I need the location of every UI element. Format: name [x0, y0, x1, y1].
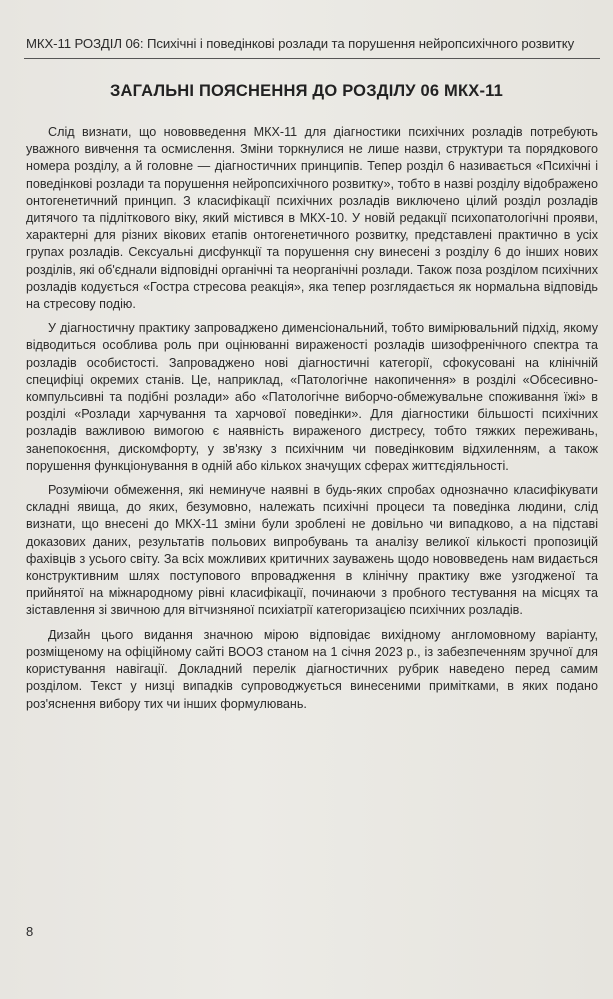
- section-title: ЗАГАЛЬНІ ПОЯСНЕННЯ ДО РОЗДІЛУ 06 МКХ-11: [109, 82, 504, 100]
- paragraph: Дизайн цього видання значною мірою відповідає вихідному англомовному варіанту, розміщеному на офіційному сайті ВООЗ станом на 1 січня 2023 р., із забезпеченням зручної для користування навігації. Докладний перелік діагностичних рубрик наведено перед самим розділом. Текст у низці випадків супроводжується винесеними примітками, в яких подано роз'яснення вибору тих чи інших формулювань.: [26, 627, 598, 711]
- body-text: [26, 124, 598, 720]
- running-head: МКХ-11 РОЗДІЛ 06: Психічні і поведінкові розлади та порушення нейропсихічного розвитку: [26, 36, 575, 51]
- header-rule: [24, 58, 600, 59]
- page-number: 8: [26, 924, 34, 939]
- paragraph: Слід визнати, що нововведення МКХ-11 для діагностики психічних розладів потребують уважного вивчення та осмислення. Зміни торкнулися не лише назви, структури та порядкового номера розділу, а й головне — діагностичних принципів. Тепер розділ 6 називається «Психічні і поведінкові розлади та порушення нейропсихічного розвитку», тобто в назві розділу відображено онтогенетичний принцип. З класифікації психічних розладів виключено цілий розділ розладів дитячого та підліткового віку, який містився в МКХ-10. У новій редакції психопатологічні прояви, характерні для різних вікових етапів онтогенетичного розвитку, представлені практично в усіх групах розладів. Сексуальні дисфункції та порушення сну винесені з розділу 6 до інших нових розділів, які об'єднали відповідні органічні та неорганічні розлади. Також поза розділом психічних розладів кодується «Гостра стресова реакція», яка тепер розглядається як нормальна відповідь на стресову подію.: [26, 125, 598, 312]
- paragraph: У діагностичну практику запроваджено дименсіональний, тобто вимірювальний підхід, якому відводиться особлива роль при оцінюванні вираженості розладів шизофренічного спектра та розладів особистості. Запроваджено нові діагностичні категорії, сфокусовані на клінічній специфіці окремих станів. Це, наприклад, «Патологічне накопичення» в розділі «Обсесивно-компульсивні та подібні розлади» або «Патологічне виборчо-обмежувальне споживання їжі» в розділі «Розлади харчування та харчової поведінки». Для діагностики більшості психічних розладів важливою вимогою є наявність вираженого дистресу, тобто тяжких переживань, занепокоєння, дискомфорту, у зв'язку з психічним чи поведінковим відхиленням, а також порушення функціонування в одній або кількох значущих сферах життєдіяльності.: [26, 321, 598, 473]
- paragraph: Розуміючи обмеження, які неминуче наявні в будь-яких спробах однозначно класифікувати складні явища, до яких, безумовно, належать психічні процеси та поведінка людини, слід визнати, що внесені до МКХ-11 зміни були зроблені не довільно чи випадково, а на підставі доказових даних, результатів польових випробувань та аналізу великої кількості пропозицій фахівців з усього світу. За всіх можливих критичних зауважень щодо нововведень нам видається конструктивним шлях поступового впровадження в клінічну практику вже узгодженої та прийнятої на міжнародному рівні класифікації, починаючи з пробного тестування на місцях та зіставлення зі звичною для вітчизняної психіатрії категоризацією психічних розладів.: [26, 483, 598, 618]
